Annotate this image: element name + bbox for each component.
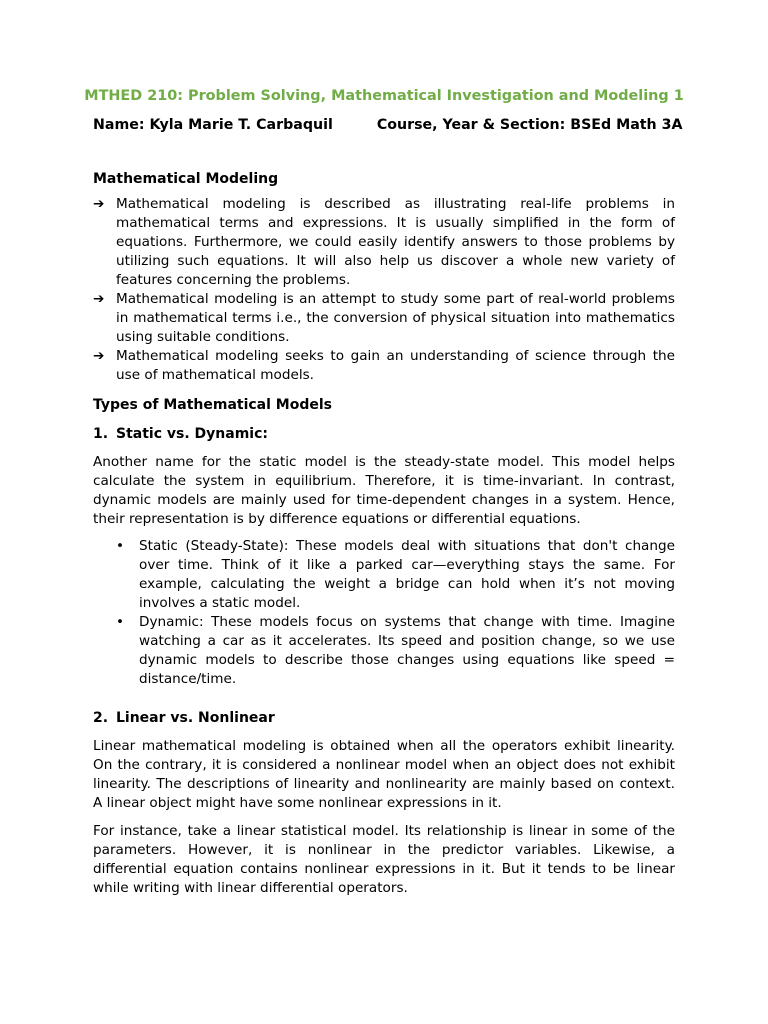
right-arrow-icon: ➔ — [93, 291, 105, 307]
modeling-bullet-list — [93, 195, 675, 385]
static-dynamic-bullet-list — [93, 537, 675, 689]
bullet-dot-icon: • — [116, 614, 125, 630]
linear-paragraph-2: For instance, take a linear statistical model. Its relationship is linear in some of the parameters. However, it is nonlinear in the predictor variables. Likewise, a differential equation contains nonlinear expressions in it. But it tends to be linear while writing with linear differential operators. — [93, 823, 675, 896]
bullet-dot-icon: • — [116, 538, 125, 554]
student-name: Name: Kyla Marie T. Carbaquil — [93, 117, 333, 133]
right-arrow-icon: ➔ — [93, 348, 105, 364]
course-section: Course, Year & Section: BSEd Math 3A — [376, 117, 683, 133]
student-info — [93, 115, 683, 135]
list-item: ➔ Mathematical modeling is described as illustrating real-life problems in mathematical terms and expressions. It is usually simplified in the form of equations. Furthermore, we could easily identify answers to those problems by utilizing such equations. It will also help us discover a whole new variety of features concerning the problems. — [93, 196, 675, 288]
list-item: • Dynamic: These models focus on systems that change with time. Imagine watching a car as it accelerates. Its speed and position change, so we use dynamic models to describe those changes using equations like speed = distance/time. — [116, 614, 675, 687]
static-dynamic-paragraph: Another name for the static model is the steady-state model. This model helps calculate the system in equilibrium. Therefore, it is time-invariant. In contrast, dynamic models are mainly used for time-dependent changes in a system. Hence, their representation is by difference equations or differential equations. — [93, 454, 675, 527]
right-arrow-icon: ➔ — [93, 196, 105, 212]
course-title: MTHED 210: Problem Solving, Mathematical Investigation and Modeling 1 — [84, 88, 684, 104]
document-content — [84, 86, 684, 898]
heading-mathematical-modeling: Mathematical Modeling — [93, 171, 279, 187]
heading-linear-nonlinear: 2. Linear vs. Nonlinear — [93, 710, 275, 726]
list-item: ➔ Mathematical modeling seeks to gain an understanding of science through the use of mathematical models. — [93, 348, 675, 383]
list-item: • Static (Steady-State): These models deal with situations that don't change over time. Think of it like a parked car—everything stays the same. For example, calculating the weight a bridge can hold when it’s not moving involves a static model. — [116, 538, 675, 611]
list-item: ➔ Mathematical modeling is an attempt to study some part of real-world problems in mathematical terms i.e., the conversion of physical situation into mathematics using suitable conditions. — [93, 291, 675, 345]
heading-static-dynamic: 1. Static vs. Dynamic: — [93, 426, 268, 442]
linear-paragraph-1: Linear mathematical modeling is obtained when all the operators exhibit linearity. On the contrary, it is considered a nonlinear model when an object does not exhibit linearity. The descriptions of linearity and nonlinearity are mainly based on context. A linear object might have some nonlinear expressions in it. — [93, 738, 675, 811]
heading-types-of-models: Types of Mathematical Models — [93, 397, 332, 413]
